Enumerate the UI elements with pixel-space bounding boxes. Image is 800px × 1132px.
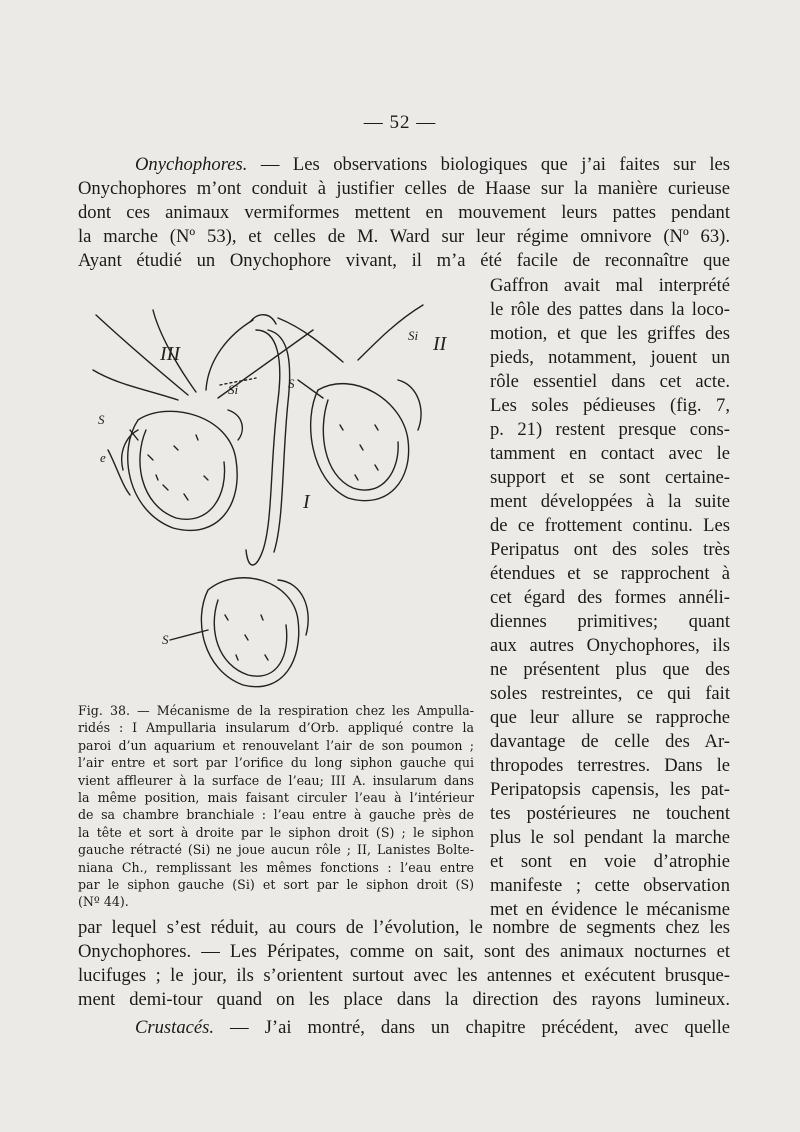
caption-line: niana Ch., remplissant les mêmes fonctions : l’eau entre xyxy=(78,859,474,875)
text-line: Gaffron avait mal interprété xyxy=(490,275,730,296)
caption-line: la tête et sort à droite par le siphon droit (S) ; le siphon xyxy=(78,824,474,840)
label-ii: II xyxy=(433,333,447,355)
text-line: diennes primitives; quant xyxy=(490,611,730,632)
text-line: la marche (Nº 53), et celles de M. Ward sur leur régime omnivore (Nº 63). xyxy=(78,226,730,247)
figure-caption xyxy=(78,702,474,911)
paragraph-continuation xyxy=(78,916,730,1040)
text-line: cet égard des formes annéli- xyxy=(490,587,730,608)
text-line: pieds, notamment, jouent un xyxy=(490,347,730,368)
text-line: thropodes terrestres. Dans le xyxy=(490,755,730,776)
text-line: dont ces animaux vermiformes mettent en mouvement leurs pattes pendant xyxy=(78,202,730,223)
text-line: Onychophores. — Les Péripates, comme on sait, sont des animaux nocturnes et xyxy=(78,941,730,962)
caption-line: l’air entre et sort par l’orifice du long siphon gauche qui xyxy=(78,755,474,771)
text-line: met en évidence le mécanisme xyxy=(490,899,730,920)
caption-line: la même position, mais faisant circuler l’eau à l’intérieur xyxy=(78,789,474,805)
text-line: davantage de celle des Ar- xyxy=(490,731,730,752)
text-line: tamment en contact avec le xyxy=(490,443,730,464)
text-line-content: — J’ai montré, dans un chapitre précédent, avec quelle xyxy=(214,1017,730,1038)
text-line: soles restreintes, ce qui fait xyxy=(490,683,730,704)
snail-i-siphon xyxy=(246,315,290,565)
text-line xyxy=(78,1016,730,1040)
snail-i xyxy=(170,578,308,687)
text-line: le rôle des pattes dans la loco- xyxy=(490,299,730,320)
figure-snail-illustration xyxy=(78,290,478,700)
caption-line: paroi d’un aquarium et renouvelant l’air de son poumon ; xyxy=(78,737,474,753)
snail-drawing xyxy=(78,290,478,700)
text-line-content: — Les observations biologiques que j’ai faites sur les xyxy=(247,154,730,175)
text-line: manifeste ; cette observation xyxy=(490,875,730,896)
text-line: motion, et que les griffes des xyxy=(490,323,730,344)
text-line: tes postérieures ne touchent xyxy=(490,803,730,824)
section-heading-crustaces: Crustacés. xyxy=(135,1017,215,1038)
caption-line: Fig. 38. — Mécanisme de la respiration chez les Ampulla- xyxy=(78,703,474,718)
caption-line: vient affleurer à la surface de l’eau; III A. insularum dans xyxy=(78,772,474,788)
text-line: Peripatopsis capensis, les pat- xyxy=(490,779,730,800)
label-i: I xyxy=(303,491,310,513)
text-line: de ce frottement continu. Les xyxy=(490,515,730,536)
text-line: p. 21) restent presque cons- xyxy=(490,419,730,440)
text-line: étendues et se rapprochent à xyxy=(490,563,730,584)
text-line: Onychophores m’ont conduit à justifier celles de Haase sur la manière curieuse xyxy=(78,178,730,199)
paragraph-right-column xyxy=(490,274,730,922)
text-line: Les soles pédieuses (fig. 7, xyxy=(490,395,730,416)
text-line: ment développées à la suite xyxy=(490,491,730,512)
text-line: support et se sont certaine- xyxy=(490,467,730,488)
text-line xyxy=(78,153,730,177)
caption-line: de sa chambre branchiale : l’eau entre à gauche près de xyxy=(78,807,474,823)
text-line: ment demi-tour quand on les place dans la direction des rayons lumineux. xyxy=(78,989,730,1010)
text-line: rôle essentiel dans cet acte. xyxy=(490,371,730,392)
section-heading-onychophores: Onychophores. xyxy=(135,154,248,175)
snail-iii xyxy=(93,310,313,530)
label-s-i: S xyxy=(162,632,169,647)
text-line: Peripatus ont des soles très xyxy=(490,539,730,560)
text-line: aux autres Onychophores, ils xyxy=(490,635,730,656)
snail-ii xyxy=(278,305,423,501)
caption-line: gauche rétracté (Si) ne joue aucun rôle ; II, Lanistes Bolte- xyxy=(78,842,474,858)
caption-line: (Nº 44). xyxy=(78,894,129,910)
label-iii: III xyxy=(160,343,180,365)
label-e: e xyxy=(100,450,106,465)
label-s-iii: S xyxy=(98,412,105,427)
page-number: — 52 — xyxy=(363,112,437,133)
text-line: et sont en voie d’atrophie xyxy=(490,851,730,872)
text-line: par lequel s’est réduit, au cours de l’évolution, le nombre de segments chez les xyxy=(78,917,730,938)
text-line: lucifuges ; le jour, ils s’orientent surtout avec les antennes et exécutent brusque- xyxy=(78,965,730,986)
label-s-ii: S xyxy=(288,376,295,391)
text-line: ne présentent plus que des xyxy=(490,659,730,680)
text-line: que leur allure se rapproche xyxy=(490,707,730,728)
paragraph-onychophores xyxy=(78,153,730,273)
caption-line: par le siphon gauche (Si) et sort par le siphon droit (S) xyxy=(78,876,474,892)
text-line: Ayant étudié un Onychophore vivant, il m’a été facile de reconnaître que xyxy=(78,250,730,271)
caption-line: ridés : I Ampullaria insularum d’Orb. appliqué contre la xyxy=(78,720,474,736)
text-line: plus le sol pendant la marche xyxy=(490,827,730,848)
label-si-iii: Si xyxy=(228,382,239,397)
label-si-ii: Si xyxy=(408,328,419,343)
